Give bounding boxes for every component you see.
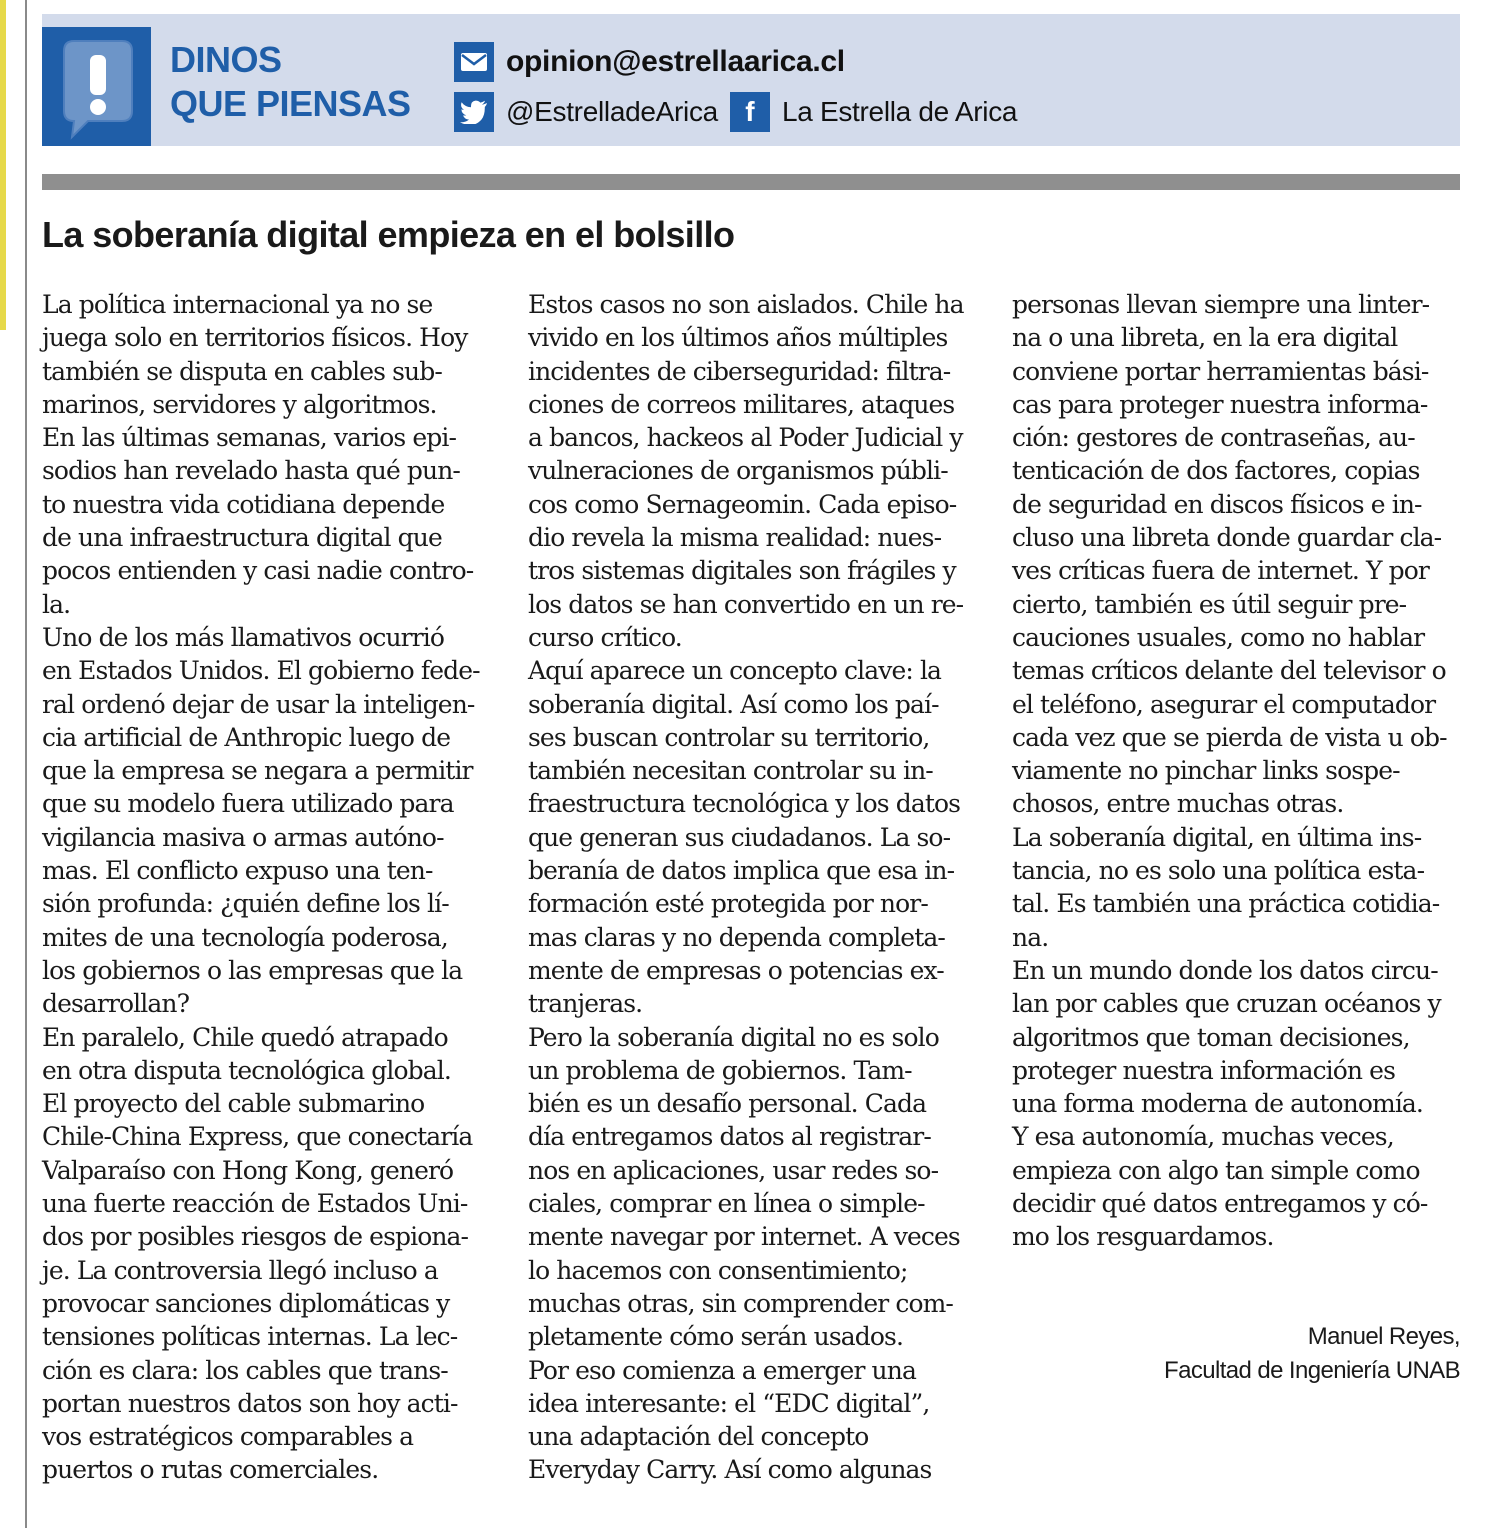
article-column-2 xyxy=(528,288,988,1487)
author-affiliation: Facultad de Ingeniería UNAB xyxy=(1164,1357,1460,1384)
article-text-line: chosos, entre muchas otras. xyxy=(1012,789,1344,819)
article-text-line: pletamente cómo serán usados. xyxy=(528,1322,903,1352)
article-text-line: cauciones usuales, como no hablar xyxy=(1012,622,1425,652)
article-text-line: algoritmos que toman decisiones, xyxy=(1012,1022,1410,1052)
article-text-line: Estos casos no son aislados. Chile ha xyxy=(528,290,964,319)
article-text-line: incidentes de ciberseguridad: filtra- xyxy=(528,356,951,386)
article-text-line: tal. Es también una práctica cotidia- xyxy=(1012,889,1440,919)
article-text-line: Everyday Carry. Así como algunas xyxy=(528,1455,932,1485)
article-text-line: na. xyxy=(1012,922,1049,952)
article-signature xyxy=(1164,1320,1460,1388)
article-text-line: también se disputa en cables sub- xyxy=(42,356,442,386)
article-text-line: mas claras y no dependa completa- xyxy=(528,922,945,952)
article-text-line: ciones de correos militares, ataques xyxy=(528,389,955,419)
article-text-line: cluso una libreta donde guardar cla- xyxy=(1012,523,1442,553)
article-text-line: marinos, servidores y algoritmos. xyxy=(42,389,437,419)
article-text-line: mas. El conflicto expuso una ten- xyxy=(42,856,433,886)
article-text-line: ral ordenó dejar de usar la inteligen- xyxy=(42,689,475,719)
article-text-line: empieza con algo tan simple como xyxy=(1012,1155,1420,1185)
section-title xyxy=(170,38,411,126)
article-text-line: pocos entienden y casi nadie contro- xyxy=(42,556,474,586)
article-text-line: mo los resguardamos. xyxy=(1012,1222,1274,1252)
article-text-line: que la empresa se negara a permitir xyxy=(42,756,473,786)
article-text-line: La política internacional ya no se xyxy=(42,290,433,319)
article-text-line: que generan sus ciudadanos. La so- xyxy=(528,822,951,852)
article-text-line: de una infraestructura digital que xyxy=(42,523,442,553)
article-text-line: provocar sanciones diplomáticas y xyxy=(42,1288,450,1318)
article-text-line: personas llevan siempre una linter- xyxy=(1012,290,1430,319)
article-text-line: portan nuestros datos son hoy acti- xyxy=(42,1388,458,1418)
article-text-line: en Estados Unidos. El gobierno fede- xyxy=(42,656,480,686)
article-text-line: formación esté protegida por nor- xyxy=(528,889,928,919)
article-text-line: Por eso comienza a emerger una xyxy=(528,1355,916,1385)
article-text-line: idea interesante: el “EDC digital”, xyxy=(528,1388,930,1418)
article-text-line: mente de empresas o potencias ex- xyxy=(528,955,944,985)
article-text-line: tensiones políticas internas. La lec- xyxy=(42,1322,458,1352)
article-text-line: juega solo en territorios físicos. Hoy xyxy=(42,323,468,353)
article-text-line: la. xyxy=(42,589,71,619)
facebook-icon: f xyxy=(730,92,770,132)
article-text-line: cia artificial de Anthropic luego de xyxy=(42,722,451,752)
social-contacts xyxy=(454,92,1029,132)
article-text-line: bién es un desafío personal. Cada xyxy=(528,1089,927,1119)
article-text-line: tranjeras. xyxy=(528,989,643,1019)
article-text-line: una adaptación del concepto xyxy=(528,1422,869,1452)
article-text-line: temas críticos delante del televisor o xyxy=(1012,656,1446,686)
exclamation-speech-icon xyxy=(42,27,151,146)
article-text-line: sodios han revelado hasta qué pun- xyxy=(42,456,460,486)
article-text-line: proteger nuestra información es xyxy=(1012,1055,1396,1085)
article-text-line: je. La controversia llegó incluso a xyxy=(42,1255,438,1285)
article-text-line: curso crítico. xyxy=(528,622,682,652)
article-text-line: en otra disputa tecnológica global. xyxy=(42,1055,451,1085)
section-title-line2: QUE PIENSAS xyxy=(170,83,411,124)
article-text-line: cierto, también es útil seguir pre- xyxy=(1012,589,1407,619)
article-text-line: mites de una tecnología poderosa, xyxy=(42,922,448,952)
article-text-line: nos en aplicaciones, usar redes so- xyxy=(528,1155,939,1185)
article-text-line: que su modelo fuera utilizado para xyxy=(42,789,454,819)
article-text-line: de seguridad en discos físicos e in- xyxy=(1012,489,1422,519)
article-text-line: ses buscan controlar su territorio, xyxy=(528,722,930,752)
article-text-line: vigilancia masiva o armas autóno- xyxy=(42,822,444,852)
article-text-line: La soberanía digital, en última ins- xyxy=(1012,822,1422,852)
article-text-line: dio revela la misma realidad: nues- xyxy=(528,523,942,553)
article-text-line: En un mundo donde los datos circu- xyxy=(1012,955,1438,985)
article-text-line: cada vez que se pierda de vista u ob- xyxy=(1012,722,1447,752)
article-text-line: conviene portar herramientas bási- xyxy=(1012,356,1429,386)
article-text-line: a bancos, hackeos al Poder Judicial y xyxy=(528,423,963,453)
article-text-line: En paralelo, Chile quedó atrapado xyxy=(42,1022,448,1052)
article-text-line: día entregamos datos al registrar- xyxy=(528,1122,931,1152)
article-text-line: Pero la soberanía digital no es solo xyxy=(528,1022,939,1052)
article-text-line: vulneraciones de organismos públi- xyxy=(528,456,948,486)
article-column-3 xyxy=(1012,288,1462,1254)
article-text-line: Chile-China Express, que conectaría xyxy=(42,1122,473,1152)
article-headline: La soberanía digital empieza en el bolsillo xyxy=(42,214,735,255)
page-edge-strip xyxy=(0,0,6,330)
article-text-line: Valparaíso con Hong Kong, generó xyxy=(42,1155,454,1185)
article-text-line: Y esa autonomía, muchas veces, xyxy=(1012,1122,1394,1152)
section-divider xyxy=(42,174,1460,190)
article-text-line: na o una libreta, en la era digital xyxy=(1012,323,1398,353)
author-name: Manuel Reyes, xyxy=(1307,1323,1460,1350)
article-text-line: En las últimas semanas, varios epi- xyxy=(42,423,457,453)
article-text-line: lan por cables que cruzan océanos y xyxy=(1012,989,1441,1019)
article-text-line: cos como Sernageomin. Cada episo- xyxy=(528,489,957,519)
mail-icon xyxy=(454,42,494,82)
article-text-line: desarrollan? xyxy=(42,989,190,1019)
article-text-line: mente navegar por internet. A veces xyxy=(528,1222,960,1252)
article-text-line: Uno de los más llamativos ocurrió xyxy=(42,622,445,652)
article-text-line: fraestructura tecnológica y los datos xyxy=(528,789,961,819)
article-text-line: soberanía digital. Así como los paí- xyxy=(528,689,939,719)
article-text-line: los datos se han convertido en un re- xyxy=(528,589,964,619)
article-text-line: dos por posibles riesgos de espiona- xyxy=(42,1222,469,1252)
article-text-line: ves críticas fuera de internet. Y por xyxy=(1012,556,1429,586)
section-title-line1: DINOS xyxy=(170,39,282,80)
article-text-line: cas para proteger nuestra informa- xyxy=(1012,389,1428,419)
email-address[interactable]: opinion@estrellaarica.cl xyxy=(506,45,845,78)
article-text-line: vos estratégicos comparables a xyxy=(42,1422,414,1452)
twitter-handle[interactable]: @EstrelladeArica xyxy=(506,96,718,127)
column-rule xyxy=(25,0,27,1528)
article-text-line: los gobiernos o las empresas que la xyxy=(42,955,463,985)
article-text-line: muchas otras, sin comprender com- xyxy=(528,1288,953,1318)
article-text-line: viamente no pinchar links sospe- xyxy=(1012,756,1400,786)
article-text-line: ciales, comprar en línea o simple- xyxy=(528,1189,925,1219)
article-text-line: El proyecto del cable submarino xyxy=(42,1089,425,1119)
article-text-line: un problema de gobiernos. Tam- xyxy=(528,1055,912,1085)
article-text-line: Aquí aparece un concepto clave: la xyxy=(528,656,942,686)
article-text-line: también necesitan controlar su in- xyxy=(528,756,933,786)
article-text-line: una forma moderna de autonomía. xyxy=(1012,1089,1423,1119)
article-text-line: una fuerte reacción de Estados Uni- xyxy=(42,1189,468,1219)
article-text-line: to nuestra vida cotidiana depende xyxy=(42,489,445,519)
email-contact xyxy=(454,42,845,82)
article-text-line: tros sistemas digitales son frágiles y xyxy=(528,556,956,586)
article-text-line: lo hacemos con consentimiento; xyxy=(528,1255,908,1285)
article-column-1 xyxy=(42,288,502,1487)
opinion-header xyxy=(42,14,1460,146)
twitter-icon xyxy=(454,92,494,132)
article-text-line: puertos o rutas comerciales. xyxy=(42,1455,379,1485)
article-text-line: tenticación de dos factores, copias xyxy=(1012,456,1420,486)
article-text-line: ción: gestores de contraseñas, au- xyxy=(1012,423,1415,453)
article-text-line: tancia, no es solo una política esta- xyxy=(1012,856,1425,886)
facebook-page[interactable]: La Estrella de Arica xyxy=(781,96,1018,127)
article-text-line: vivido en los últimos años múltiples xyxy=(528,323,948,353)
article-text-line: ción es clara: los cables que trans- xyxy=(42,1355,448,1385)
article-text-line: beranía de datos implica que esa in- xyxy=(528,856,955,886)
article-text-line: el teléfono, asegurar el computador xyxy=(1012,689,1436,719)
article-text-line: decidir qué datos entregamos y có- xyxy=(1012,1189,1428,1219)
article-text-line: sión profunda: ¿quién define los lí- xyxy=(42,889,449,919)
